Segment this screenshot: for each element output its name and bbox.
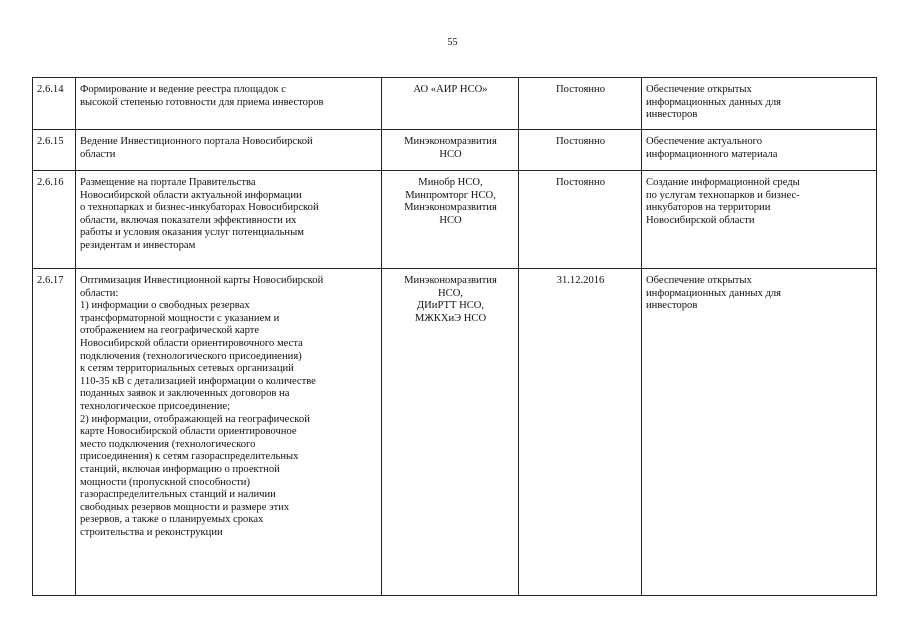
item-number: 2.6.16: [33, 171, 76, 269]
table-row: [33, 78, 877, 130]
action-description: Оптимизация Инвестиционной карты Новосибирской области: 1) информации о свободных резервах трансформаторной мощности с указанием и отображением на географической карте Новосибирской области ориентировочного места подключения (технологического присоединения) к сетям территориальных сетевых организаций 110-35 кВ с детализацией информации о количестве поданных заявок и заключенных договоров на технологическое присоединение; 2) информации, отображающей на географической карте Новосибирской области ориентировочное место подключения (технологического присоединения) к сетям газораспределительных станций, включая информацию о проектной мощности (пропускной способности) газораспределительных станций и наличии свободных резервов мощности и размере этих резервов, а также о планируемых сроках строительства и реконструкции: [76, 269, 382, 596]
item-number: 2.6.15: [33, 130, 76, 171]
action-description: Формирование и ведение реестра площадок с высокой степенью готовности для приема инвесторов: [76, 78, 382, 130]
expected-result: Обеспечение открытых информационных данных для инвесторов: [642, 269, 877, 596]
deadline: Постоянно: [519, 130, 642, 171]
responsible-party: Минэкономразвития НСО: [382, 130, 519, 171]
deadline: Постоянно: [519, 78, 642, 130]
action-description: Размещение на портале Правительства Новосибирской области актуальной информации о технопарках и бизнес-инкубаторах Новосибирской области, включая показатели эффективности их работы и условия оказания услуг потенциальным резидентам и инвесторам: [76, 171, 382, 269]
expected-result: Обеспечение актуального информационного материала: [642, 130, 877, 171]
table-row: [33, 269, 877, 596]
item-number: 2.6.14: [33, 78, 76, 130]
deadline: 31.12.2016: [519, 269, 642, 596]
item-number: 2.6.17: [33, 269, 76, 596]
responsible-party: Минобр НСО, Минпромторг НСО, Минэкономразвития НСО: [382, 171, 519, 269]
responsible-party: АО «АИР НСО»: [382, 78, 519, 130]
page-number: 55: [447, 37, 458, 48]
deadline: Постоянно: [519, 171, 642, 269]
responsible-party: Минэкономразвития НСО, ДИиРТТ НСО, МЖКХиЭ НСО: [382, 269, 519, 596]
measures-table: [32, 77, 877, 596]
expected-result: Создание информационной среды по услугам технопарков и бизнес- инкубаторов на территории Новосибирской области: [642, 171, 877, 269]
action-description: Ведение Инвестиционного портала Новосибирской области: [76, 130, 382, 171]
table-row: [33, 171, 877, 269]
expected-result: Обеспечение открытых информационных данных для инвесторов: [642, 78, 877, 130]
table-row: [33, 130, 877, 171]
